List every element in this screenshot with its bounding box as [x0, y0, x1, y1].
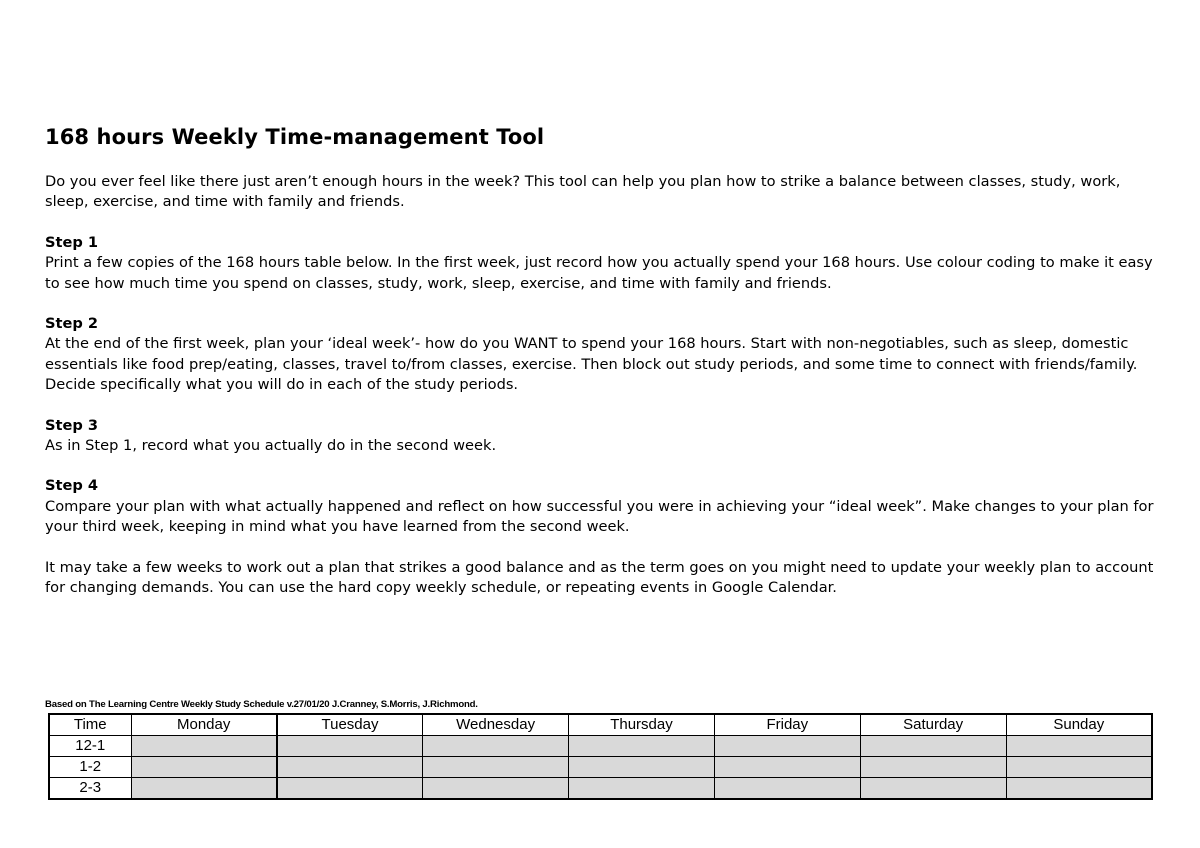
schedule-slot[interactable] [1006, 736, 1152, 757]
step-heading: Step 3 [45, 416, 99, 434]
schedule-slot[interactable] [277, 736, 423, 757]
step-heading: Step 2 [45, 315, 99, 333]
step-heading: Step 4 [45, 477, 99, 495]
step-4 [45, 476, 1160, 537]
table-row [49, 757, 1152, 778]
schedule-slot[interactable] [569, 757, 715, 778]
schedule-slot[interactable] [860, 757, 1006, 778]
schedule-slot[interactable] [423, 778, 569, 800]
table-row [49, 736, 1152, 757]
schedule-slot[interactable] [1006, 757, 1152, 778]
schedule-slot[interactable] [714, 778, 860, 800]
schedule-slot[interactable] [277, 757, 423, 778]
closing-paragraph: It may take a few weeks to work out a plan that strikes a good balance and as the term goes on you might need to update your weekly plan to account for changing demands. You can use the hard copy weekly schedule, or repeating events in Google Calendar. [45, 558, 1154, 597]
schedule-slot[interactable] [569, 736, 715, 757]
schedule-slot[interactable] [714, 736, 860, 757]
schedule-slot[interactable] [277, 778, 423, 800]
step-text: Print a few copies of the 168 hours table below. In the first week, just record how you actually spend your 168 hours. Use colour coding to make it easy to see how much time you spend on classes, study, work, sleep, exercise, and time with family and friends. [45, 254, 1153, 292]
schedule-slot[interactable] [860, 736, 1006, 757]
step-2 [45, 314, 1160, 396]
document-title: 168 hours Weekly Time-management Tool [45, 125, 545, 149]
schedule-slot[interactable] [423, 757, 569, 778]
schedule-slot[interactable] [423, 736, 569, 757]
step-text: Compare your plan with what actually happened and reflect on how successful you were in achieving your “ideal week”. Make changes to your plan for your third week, keeping in mind what you have learned from the second week. [45, 497, 1154, 536]
column-header-time: Time [49, 714, 131, 736]
schedule-slot[interactable] [569, 778, 715, 800]
step-text: As in Step 1, record what you actually do in the second week. [45, 437, 497, 455]
table-row [49, 778, 1152, 800]
step-1 [45, 233, 1160, 294]
step-heading: Step 1 [45, 233, 99, 251]
column-header-friday: Friday [714, 714, 860, 736]
schedule-slot[interactable] [714, 757, 860, 778]
intro-paragraph: Do you ever feel like there just aren’t enough hours in the week? This tool can help you plan how to strike a balance between classes, study, work, sleep, exercise, and time with family and friends. [45, 173, 1121, 211]
document-body [45, 122, 1160, 599]
credit-line: Based on The Learning Centre Weekly Study Schedule v.27/01/20 J.Cranney, S.Morris, J.Richmond. [45, 699, 478, 710]
column-header-wednesday: Wednesday [423, 714, 569, 736]
schedule-slot[interactable] [131, 778, 277, 800]
weekly-schedule-table [48, 713, 1153, 800]
column-header-tuesday: Tuesday [277, 714, 423, 736]
time-cell: 12-1 [49, 736, 131, 757]
column-header-saturday: Saturday [860, 714, 1006, 736]
schedule-slot[interactable] [131, 757, 277, 778]
step-text: At the end of the first week, plan your ‘ideal week’- how do you WANT to spend your 168 hours. Start with non-negotiables, such as sleep, domestic essentials like food prep/eating, classes, travel to/from classes, exercise. Then block out study periods, and some time to connect with friends/family. Decide specifically what you will do in each of the study periods. [45, 335, 1138, 394]
time-cell: 1-2 [49, 757, 131, 778]
time-cell: 2-3 [49, 778, 131, 800]
schedule-slot[interactable] [131, 736, 277, 757]
table-header-row [49, 714, 1152, 736]
column-header-sunday: Sunday [1006, 714, 1152, 736]
step-3 [45, 416, 1160, 457]
schedule-slot[interactable] [1006, 778, 1152, 800]
column-header-monday: Monday [131, 714, 277, 736]
column-header-thursday: Thursday [569, 714, 715, 736]
schedule-slot[interactable] [860, 778, 1006, 800]
